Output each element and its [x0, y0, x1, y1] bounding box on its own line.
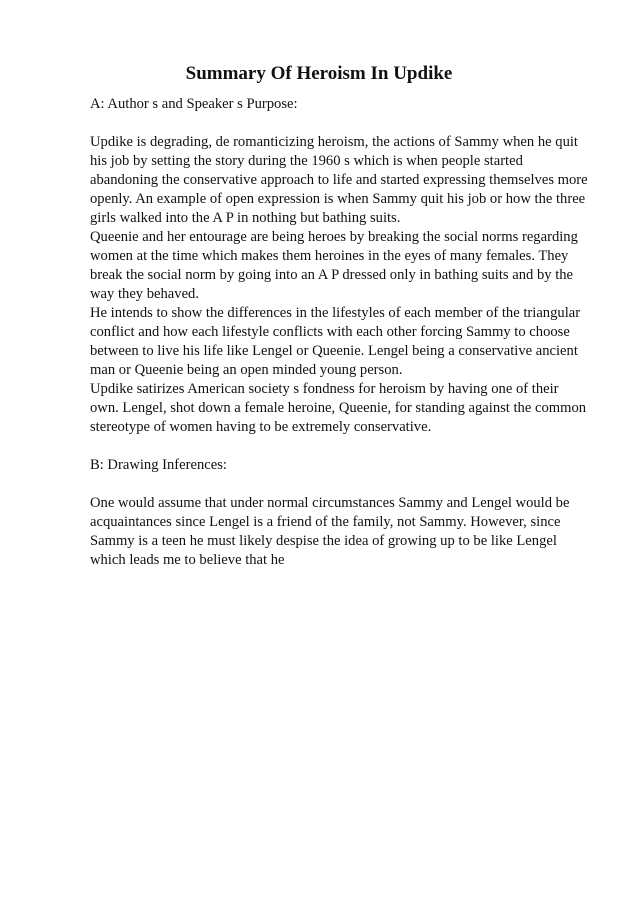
section-b-heading: B: Drawing Inferences: — [90, 457, 227, 473]
section-a-heading: A: Author s and Speaker s Purpose: — [90, 96, 298, 112]
document-title: Summary Of Heroism In Updike — [185, 63, 453, 84]
section-a-paragraph-3: He intends to show the differences in the lifestyles of each member of the triangular conflict and how each lifestyle conflicts with each other forcing Sammy to choose between to live his life like Lengel or Queenie. Lengel being a conservative ancient man or Queenie being an open minded young person. — [90, 305, 581, 378]
document-body — [90, 95, 590, 589]
section-a-paragraph-1: Updike is degrading, de romanticizing heroism, the actions of Sammy when he quit his job by setting the story during the 1960 s which is when people started abandoning the conservative approach to life and started expressing themselves more openly. An example of open expression is when Sammy quit his job or how the three girls walked into the A P in nothing but bathing suits. — [90, 134, 588, 226]
section-b-paragraph-1: One would assume that under normal circumstances Sammy and Lengel would be acquaintances since Lengel is a friend of the family, not Sammy. However, since Sammy is a teen he must likely despise the idea of growing up to be like Lengel which leads me to believe that he — [90, 495, 570, 568]
section-b-body — [90, 494, 590, 570]
section-a-body — [90, 133, 590, 437]
section-a-paragraph-4: Updike satirizes American society s fondness for heroism by having one of their own. Lengel, shot down a female heroine, Queenie, for standing against the common stereotype of women having to be extremely conservative. — [90, 381, 587, 435]
section-a-paragraph-2: Queenie and her entourage are being heroes by breaking the social norms regarding women at the time which makes them heroines in the eyes of many females. They break the social norm by going into an A P dressed only in bathing suits and by the way they behaved. — [90, 229, 578, 302]
